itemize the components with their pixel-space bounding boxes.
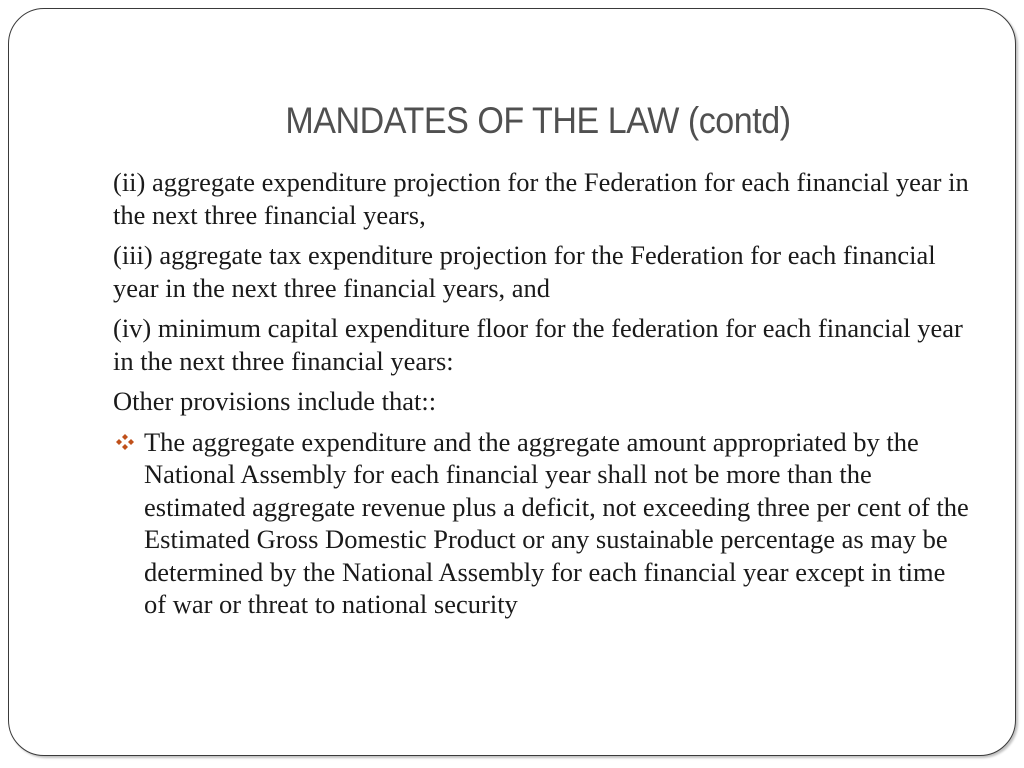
slide-title: MANDATES OF THE LAW (contd)	[285, 100, 791, 141]
paragraph-ii: (ii) aggregate expenditure projection for the Federation for each financial year in the next three financial years,	[113, 167, 969, 230]
slide-body	[113, 166, 973, 621]
paragraph-iv: (iv) minimum capital expenditure floor for the federation for each financial year in the next three financial years:	[113, 313, 963, 376]
paragraph-other-provisions: Other provisions include that::	[113, 386, 437, 416]
diamond-bullet-icon	[113, 434, 137, 450]
bullet-text: The aggregate expenditure and the aggregate amount appropriated by the National Assembly for each financial year shall not be more than the estimated aggregate revenue plus a deficit, not exceeding three per cent of the Estimated Gross Domestic Product or any sustainable percentage as may be determined by the National Assembly for each financial year except in time of war or threat to national security	[144, 426, 969, 619]
bullet-item	[113, 426, 973, 621]
paragraph-iii: (iii) aggregate tax expenditure projection for the Federation for each financial year in the next three financial years, and	[113, 240, 936, 303]
